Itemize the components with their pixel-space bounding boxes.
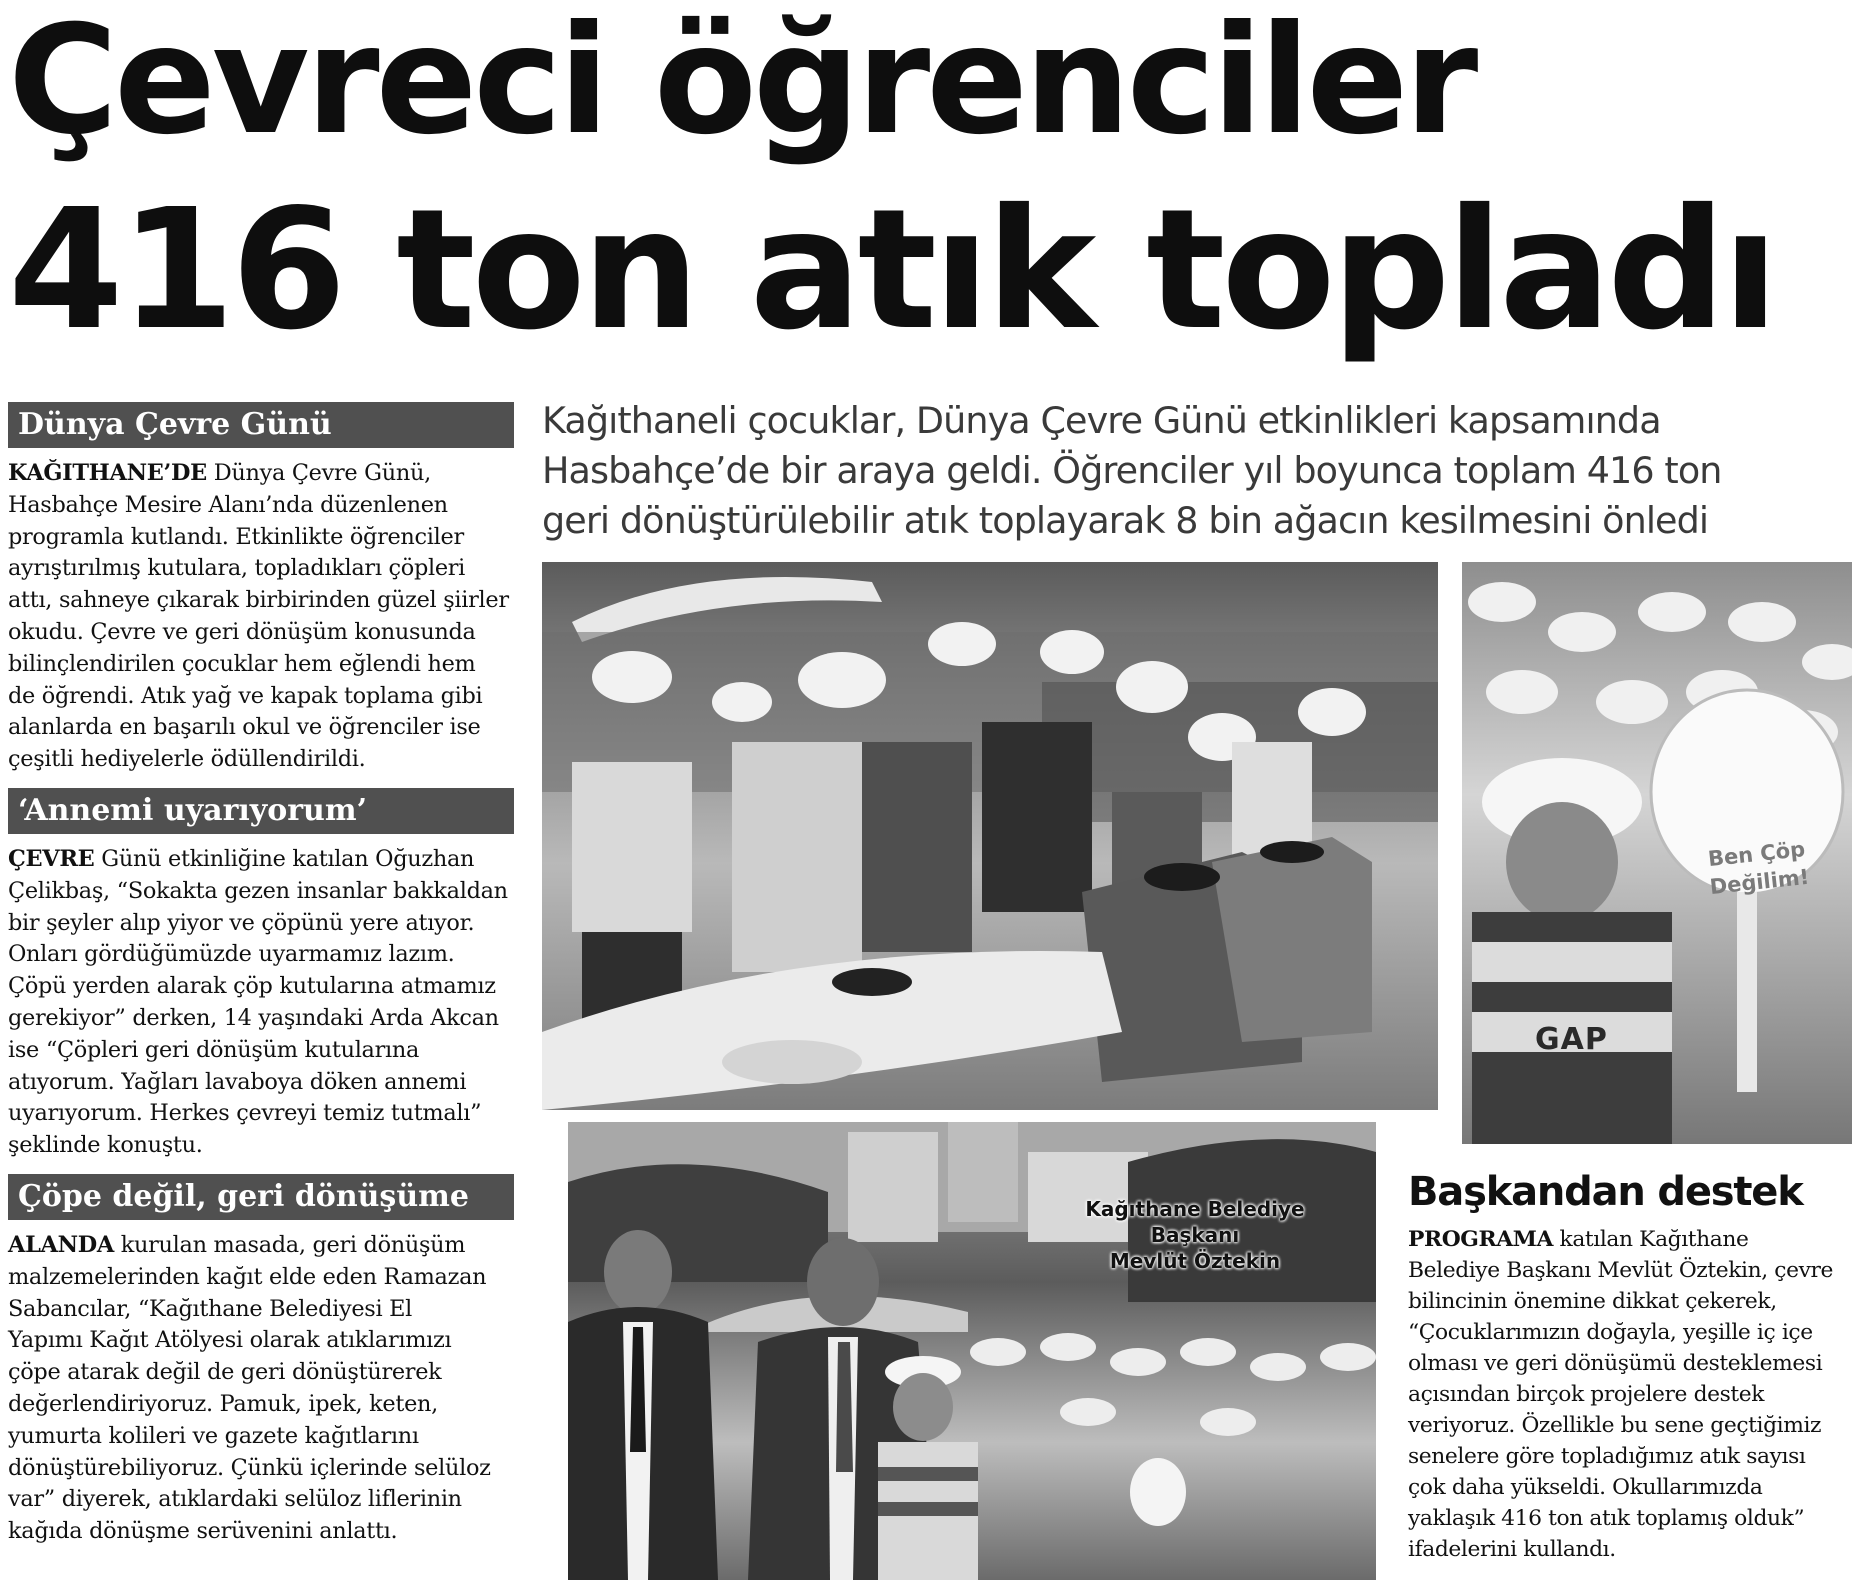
body-line: olması ve geri dönüşümü desteklemesi: [1408, 1351, 1823, 1376]
body-line: ise “Çöpleri geri dönüşüm kutularına: [8, 1036, 420, 1063]
body-line: Çelikbaş, “Sokakta gezen insanlar bakkaldan: [8, 877, 508, 904]
body-line: çeşitli hediyelerle ödüllendirildi.: [8, 746, 366, 773]
body-line: Belediye Başkanı Mevlüt Öztekin, çevre: [1408, 1258, 1834, 1283]
section-annemi-uyariyorum: [8, 788, 514, 1162]
body-line: ifadelerini kullandı.: [1408, 1537, 1616, 1562]
section-cope-degil: [8, 1174, 514, 1548]
section-body: [8, 458, 514, 776]
body-line: Günü etkinliğine katılan Oğuzhan: [94, 845, 475, 872]
body-line: katılan Kağıthane: [1552, 1227, 1749, 1252]
body-line: şeklinde konuştu.: [8, 1132, 203, 1159]
body-line: kurulan masada, geri dönüşüm: [113, 1231, 466, 1258]
sidebar-heading: Başkandan destek: [1408, 1169, 1803, 1215]
body-line: çöpe atarak değil de geri dönüştürerek: [8, 1359, 442, 1386]
section-heading: ‘Annemi uyarıyorum’: [8, 788, 514, 834]
lead-word: KAĞITHANE’DE: [8, 460, 207, 486]
shirt-text: GAP: [1535, 1022, 1608, 1057]
left-column: [8, 402, 514, 1560]
body-line: uyarıyorum. Herkes çevreyi temiz tutmalı”: [8, 1100, 482, 1127]
photo-mayor-with-students-drawing: [568, 1122, 1376, 1580]
body-line: Dünya Çevre Günü,: [206, 460, 431, 486]
body-line: Sabancılar, “Kağıthane Belediyesi El: [8, 1295, 413, 1322]
photo-recycling-bins: [542, 562, 1438, 1110]
section-body: [8, 1230, 514, 1548]
deck-line: Kağıthaneli çocuklar, Dünya Çevre Günü etkinlikleri kapsamında: [542, 399, 1661, 442]
deck-summary: [542, 396, 1842, 546]
lead-word: PROGRAMA: [1408, 1227, 1553, 1252]
body-line: açısından birçok projelere destek: [1408, 1382, 1765, 1407]
caption-line: Kağıthane Belediye Başkanı: [1085, 1197, 1305, 1247]
body-line: “Çocuklarımızın doğayla, yeşille iç içe: [1408, 1320, 1813, 1345]
body-line: Yapımı Kağıt Atölyesi olarak atıklarımızı: [8, 1327, 452, 1354]
photo-caption: [1043, 1196, 1347, 1274]
body-line: kağıda dönüşme serüvenini anlattı.: [8, 1518, 398, 1545]
headline-line-2: 416 ton atık topladı: [8, 174, 1775, 367]
body-line: bir şeyler alıp yiyor ve çöpünü yere atıyor.: [8, 909, 475, 936]
body-line: ayrıştırılmış kutulara, topladıkları çöpleri: [8, 555, 466, 582]
body-line: bilinçlendirilen çocuklar hem eğlendi hem: [8, 650, 476, 677]
body-line: bilincinin önemine dikkat çekerek,: [1408, 1289, 1777, 1314]
body-line: programla kutlandı. Etkinlikte öğrenciler: [8, 523, 464, 550]
sign-line: Değilim!: [1708, 864, 1811, 900]
body-line: atıyorum. Yağları lavaboya döken annemi: [8, 1068, 467, 1095]
section-heading: Dünya Çevre Günü: [8, 402, 514, 448]
body-line: dönüştürebiliyoruz. Çünkü içlerinde selüloz: [8, 1454, 491, 1481]
body-line: var” diyerek, atıklardaki selüloz liflerinin: [8, 1486, 462, 1513]
photo-recycling-bins-drawing: [542, 562, 1438, 1110]
body-line: de öğrendi. Atık yağ ve kapak toplama gibi: [8, 682, 483, 709]
sidebar-body: [1408, 1224, 1848, 1565]
body-line: Çöpü yerden alarak çöp kutularına atmamız: [8, 973, 496, 1000]
body-line: yaklaşık 416 ton atık toplamış olduk”: [1408, 1506, 1805, 1531]
body-line: çok daha yükseldi. Okullarımızda: [1408, 1475, 1763, 1500]
deck-line: Hasbahçe’de bir araya geldi. Öğrenciler yıl boyunca toplam 416 ton: [542, 449, 1722, 492]
caption-line: Mevlüt Öztekin: [1109, 1249, 1281, 1273]
section-body: [8, 844, 514, 1162]
lead-word: ÇEVRE: [8, 845, 95, 872]
body-line: gerekiyor” derken, 14 yaşındaki Arda Akcan: [8, 1004, 499, 1031]
headline-line-1: Çevreci öğrenciler: [8, 0, 1475, 168]
body-line: Onları gördüğümüzde uyarmamız lazım.: [8, 941, 455, 968]
body-line: yumurta kolileri ve gazete kağıtlarını: [8, 1422, 419, 1449]
section-dunya-cevre-gunu: [8, 402, 514, 776]
sidebar-baskandan-destek: [1408, 1168, 1848, 1577]
body-line: veriyoruz. Özellikle bu sene geçtiğimiz: [1408, 1413, 1822, 1438]
body-line: attı, sahneye çıkarak birbirinden güzel şiirler: [8, 587, 509, 614]
photo-mayor-with-students: [568, 1122, 1376, 1580]
body-line: malzemelerinden kağıt elde eden Ramazan: [8, 1263, 487, 1290]
body-line: değerlendiriyoruz. Pamuk, ipek, keten,: [8, 1390, 438, 1417]
body-line: Hasbahçe Mesire Alanı’nda düzenlenen: [8, 491, 448, 518]
section-heading: Çöpe değil, geri dönüşüme: [8, 1174, 514, 1220]
deck-line: geri dönüştürülebilir atık toplayarak 8 bin ağacın kesilmesini önledi: [542, 499, 1709, 542]
body-line: okudu. Çevre ve geri dönüşüm konusunda: [8, 618, 476, 645]
sign-line: Ben Çöp: [1706, 837, 1807, 872]
body-line: alanlarda en başarılı okul ve öğrenciler ise: [8, 714, 481, 741]
body-line: senelere göre topladığımız atık sayısı: [1408, 1444, 1806, 1469]
lead-word: ALANDA: [8, 1231, 114, 1258]
